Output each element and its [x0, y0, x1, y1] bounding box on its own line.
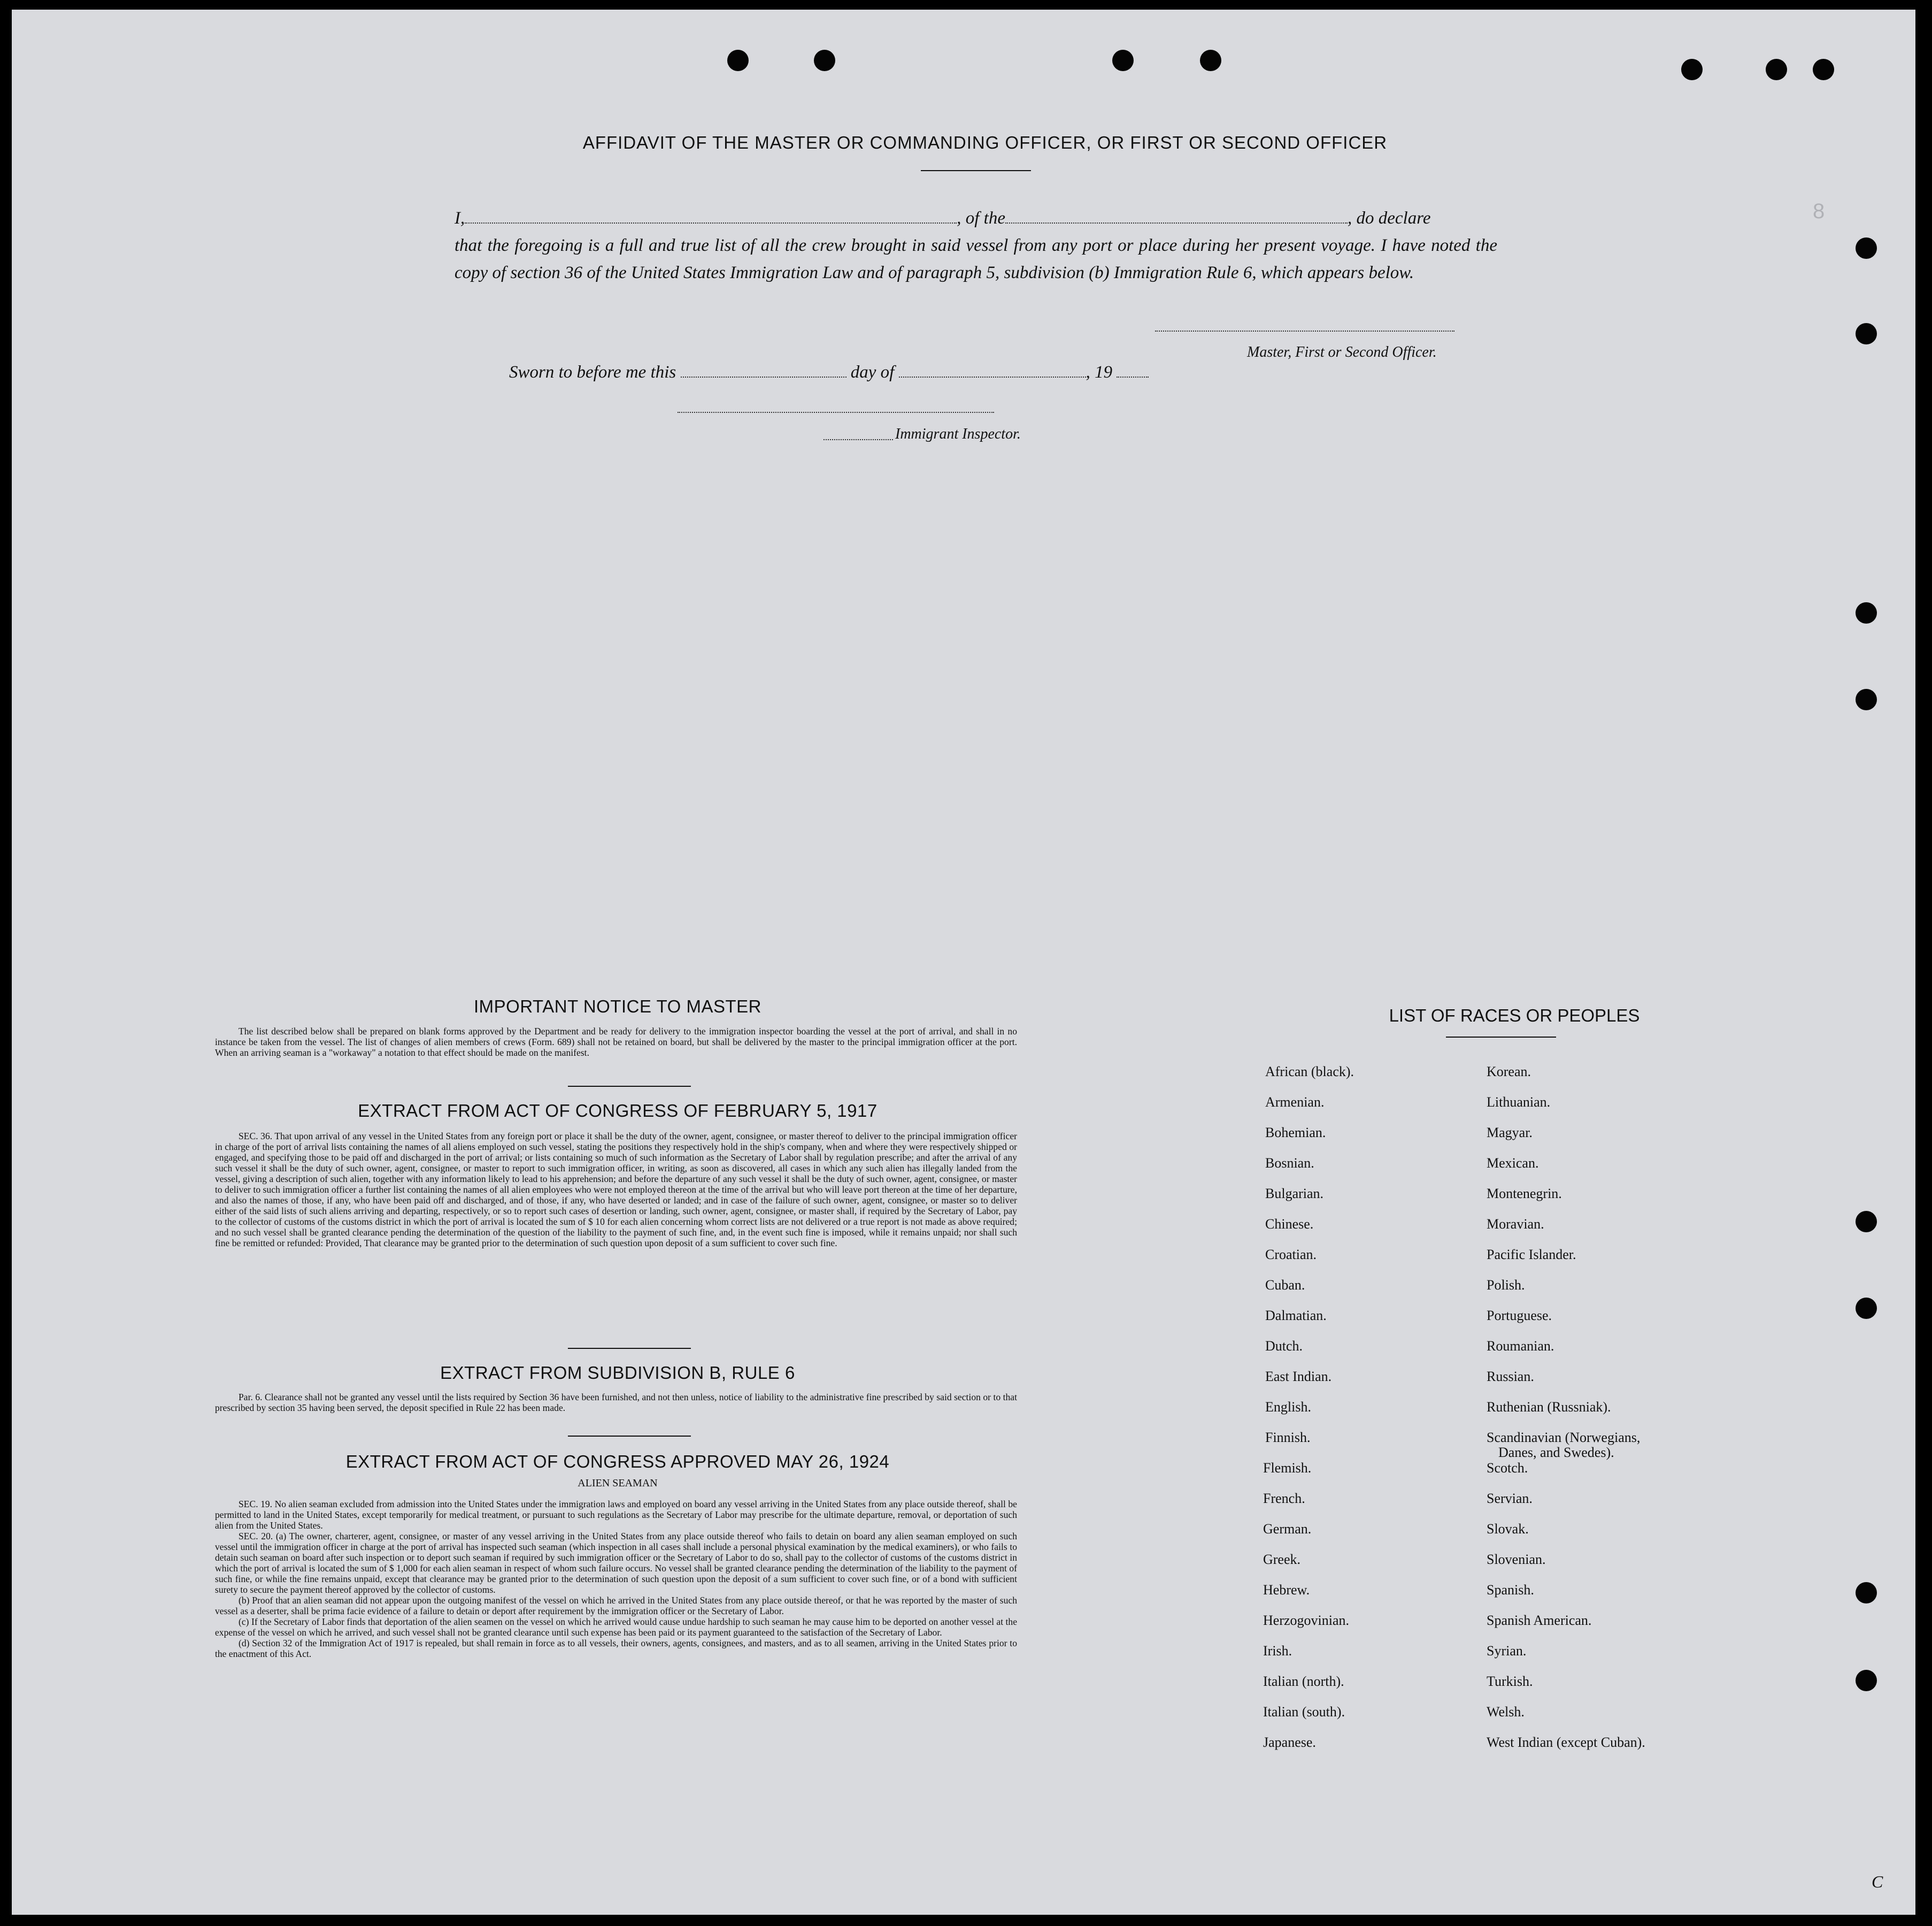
title-rule [921, 170, 1031, 171]
race-item: Bulgarian. [1265, 1186, 1324, 1201]
extract-rule6-paragraph: Par. 6. Clearance shall not be granted any vessel until the lists required by Section 36 have been furnished, and not then unless, notice of liability to the administrative fine prescribed by said section or to that prescribed by section 35 having been served, the deposit specified in Rule 22 has been made. [215, 1392, 1017, 1413]
race-item: Montenegrin. [1487, 1186, 1562, 1201]
affidavit-title: AFFIDAVIT OF THE MASTER OR COMMANDING OFFICER, OR FIRST OR SECOND OFFICER [582, 133, 1388, 152]
races-title-rule [1446, 1037, 1556, 1038]
race-item: Bosnian. [1265, 1155, 1314, 1171]
punch-hole [1200, 50, 1221, 71]
race-item: East Indian. [1265, 1369, 1332, 1384]
extract-1917-title: EXTRACT FROM ACT OF CONGRESS OF FEBRUARY 5, 1917 [358, 1101, 878, 1121]
race-item: Moravian. [1487, 1216, 1544, 1232]
punch-hole [1856, 602, 1877, 624]
extract-1924-paragraph: SEC. 20. (a) The owner, charterer, agent, consignee, or master of any vessel arriving in the United States from any place outside thereof who fails to detain on board any alien seaman employed on such vessel until the immigration officer in charge at the port of arrival has inspected such seaman (which inspection in all cases shall include a personal physical examination by the medical examiners), or who fails to detain such seaman on board after such inspection or to deport such seaman if required by such immigration officer or the Secretary of Labor to do so, shall pay to the collector of customs of the customs district in which the port of arrival is located the sum of $ 1,000 for each alien seaman in respect of whom such failure occurs. No vessel shall be granted clearance pending the determination of the liability to the payment of such fine, or while the fine remains unpaid, except that clearance may be granted prior to the determination of such question upon the deposit of a sum sufficient to cover such fine, or of a bond with sufficient surety to secure the payment thereof approved by the collector of customs. [215, 1531, 1017, 1595]
punch-hole [1856, 689, 1877, 710]
day-blank [681, 364, 846, 378]
race-item: Turkish. [1487, 1674, 1533, 1689]
race-item: Spanish American. [1487, 1613, 1592, 1628]
race-item: English. [1265, 1399, 1311, 1415]
race-item: Croatian. [1265, 1247, 1317, 1262]
race-item: Slovak. [1487, 1521, 1529, 1537]
race-item: Polish. [1487, 1277, 1525, 1293]
punch-hole [1766, 59, 1787, 80]
race-item: Flemish. [1263, 1460, 1312, 1476]
race-item: Welsh. [1487, 1704, 1525, 1720]
punch-hole [1856, 1298, 1877, 1319]
master-label: Master, First or Second Officer. [1247, 344, 1437, 360]
extract-1924-paragraph: (d) Section 32 of the Immigration Act of 1917 is repealed, but shall remain in force as to all vessels, their owners, agents, consignees, and masters, and as to all seamen, arriving in the United States prior to the enactment of this Act. [215, 1638, 1017, 1659]
inspector-signature-line [678, 412, 994, 413]
race-item: German. [1263, 1521, 1312, 1537]
extract-rule6-text [215, 1392, 1017, 1413]
race-item: Armenian. [1265, 1094, 1325, 1110]
race-item: Slovenian. [1487, 1552, 1546, 1567]
notice-text [215, 1026, 1017, 1058]
master-signature-line [1155, 331, 1454, 332]
inspector-label: Immigrant Inspector. [895, 426, 1021, 442]
sworn-text: Sworn to before me this [509, 363, 676, 382]
race-item: Scandinavian (Norwegians, [1487, 1430, 1641, 1445]
race-item: Cuban. [1265, 1277, 1305, 1293]
race-item: Chinese. [1265, 1216, 1314, 1232]
affidavit-do-declare: , do declare [1347, 209, 1431, 228]
race-item: Herzogovinian. [1263, 1613, 1350, 1628]
race-item: Italian (north). [1263, 1674, 1344, 1689]
race-item: Magyar. [1487, 1125, 1533, 1140]
document-page [12, 10, 1915, 1915]
race-item: Finnish. [1265, 1430, 1311, 1445]
extract-1924-paragraph: (b) Proof that an alien seaman did not appear upon the outgoing manifest of the vessel on which he arrived in the United States from any place outside thereof, or that he was reported by the master of such vessel as a deserter, shall be prima facie evidence of a failure to detain or deport after requirement by the immigration officer or the Secretary of Labor. [215, 1595, 1017, 1616]
corner-page-number: 8 [1813, 199, 1825, 223]
year-blank [1117, 364, 1149, 378]
punch-hole [814, 50, 835, 71]
bottom-corner-mark: C [1872, 1872, 1883, 1891]
race-item: African (black). [1265, 1064, 1354, 1079]
race-item: Danes, and Swedes). [1498, 1445, 1614, 1460]
race-item: Irish. [1263, 1643, 1292, 1659]
race-item: Korean. [1487, 1064, 1531, 1079]
race-item: Ruthenian (Russniak). [1487, 1399, 1611, 1415]
sworn-line [509, 363, 1149, 382]
extract-1924-paragraph: SEC. 19. No alien seaman excluded from admission into the United States under the immigration laws and employed on board any vessel arriving in the United States from any place outside thereof, shall be permitted to land in the United States, except temporarily for medical treatment, or pursuant to such regulations as the Secretary of Labor may prescribe for the ultimate departure, removal, or deportation of such alien from the United States. [215, 1499, 1017, 1531]
race-item: Pacific Islander. [1487, 1247, 1576, 1262]
race-item: Lithuanian. [1487, 1094, 1551, 1110]
race-item: Dutch. [1265, 1338, 1303, 1354]
race-item: Bohemian. [1265, 1125, 1326, 1140]
day-of-text: day of [850, 363, 895, 382]
divider-rule [568, 1348, 691, 1349]
punch-hole [1856, 1211, 1877, 1232]
races-title: LIST OF RACES OR PEOPLES [1389, 1006, 1640, 1025]
race-item: Mexican. [1487, 1155, 1539, 1171]
race-item: Russian. [1487, 1369, 1534, 1384]
name-blank [465, 210, 957, 224]
month-blank [899, 364, 1086, 378]
vessel-blank [1005, 210, 1348, 224]
race-item: Syrian. [1487, 1643, 1527, 1659]
affidavit-of-the: , of the [957, 209, 1005, 228]
extract-1924-text [215, 1499, 1017, 1659]
punch-hole [1813, 59, 1834, 80]
extract-1917-text [215, 1131, 1017, 1248]
punch-hole [1856, 323, 1877, 344]
race-item: Japanese. [1263, 1735, 1316, 1750]
race-item: Spanish. [1487, 1582, 1534, 1598]
extract-1924-subtitle: ALIEN SEAMAN [578, 1477, 658, 1489]
extract-1924-title: EXTRACT FROM ACT OF CONGRESS APPROVED MAY 26, 1924 [345, 1452, 890, 1471]
punch-hole [1856, 1582, 1877, 1603]
race-item: French. [1263, 1491, 1305, 1506]
inspector-short-line [823, 439, 893, 440]
race-item: Scotch. [1487, 1460, 1528, 1476]
extract-1917-paragraph: SEC. 36. That upon arrival of any vessel in the United States from any foreign port or place it shall be the duty of the owner, agent, consignee, or master thereof to deliver to the principal immigration officer in charge of the port of arrival lists containing the names of all aliens employed on such vessel, stating the positions they respectively hold in the ship's company, when and where they were respectively shipped or engaged, and specifying those to be paid off and discharged in the port of arrival; or lists containing so much of such information as the Secretary of Labor shall by regulation prescribe; and after the arrival of any such vessel it shall be the duty of such owner, agent, consignee, or master to report to such immigration officer, in writing, as soon as discovered, all cases in which any such alien has illegally landed from the vessel, giving a description of such alien, together with any information likely to lead to his apprehension; and before the departure of any such vessel it shall be the duty of such owner, agent, consignee, or master to deliver to such immigration officer a further list containing the names of all alien employees who were not employed thereon at the time of the arrival but who will leave port thereon at the time of her departure, and also the names of those, if any, who have been paid off and discharged, and of those, if any, who have deserted or landed; and in case of the failure of such owner, agent, consignee, or master so to deliver either of the said lists of such aliens arriving and departing, respectively, or so to report such cases of desertion or landing, such owner, agent, consignee, or master shall, if required by the Secretary of Labor, pay to the collector of customs of the customs district in which the port of arrival is located the sum of $ 10 for each alien concerning whom correct lists are not delivered or a true report is not made as above required; and no such vessel shall be granted clearance pending the determination of the question of the liability to the payment of such fine, and, in the event such fine is imposed, while it remains unpaid; nor shall such fine be remitted or refunded: Provided, That clearance may be granted prior to the determination of such question upon deposit of a sum sufficient to cover such fine. [215, 1131, 1017, 1248]
punch-hole [1856, 237, 1877, 259]
race-item: Italian (south). [1263, 1704, 1345, 1720]
extract-1924-paragraph: (c) If the Secretary of Labor finds that deportation of the alien seamen on the vessel on which he arrived would cause undue hardship to such seaman he may cause him to be deported on another vessel at the expense of the vessel on which he arrived, and such vessel shall not be granted clearance until such expense has been paid or its payment guaranteed to the satisfaction of the Secretary of Labor. [215, 1616, 1017, 1638]
year-text: , 19 [1086, 363, 1113, 382]
race-item: West Indian (except Cuban). [1487, 1735, 1645, 1750]
declaration-first-line [455, 205, 1497, 232]
affidavit-body [455, 205, 1497, 287]
punch-hole [1856, 1670, 1877, 1691]
punch-hole [1681, 59, 1703, 80]
race-item: Hebrew. [1263, 1582, 1310, 1598]
race-item: Roumanian. [1487, 1338, 1554, 1354]
notice-title: IMPORTANT NOTICE TO MASTER [473, 996, 761, 1016]
notice-paragraph: The list described below shall be prepared on blank forms approved by the Department and be ready for delivery to the immigration inspector boarding the vessel at the port of arrival, and shall in no instance be taken from the vessel. The list of changes of alien members of crews (Form. 689) shall not be retained on board, but shall be delivered by the master to the principal immigration officer at the port. When an arriving seaman is a "workaway" a notation to that effect should be made on the manifest. [215, 1026, 1017, 1058]
race-item: Greek. [1263, 1552, 1301, 1567]
affidavit-i: I, [455, 209, 465, 228]
extract-rule6-title: EXTRACT FROM SUBDIVISION B, RULE 6 [440, 1363, 795, 1383]
race-item: Portuguese. [1487, 1308, 1552, 1323]
race-item: Servian. [1487, 1491, 1533, 1506]
affidavit-declaration: that the foregoing is a full and true list of all the crew brought in said vessel from any port or place during her present voyage. I have noted the copy of section 36 of the United States Immigration Law and of paragraph 5, subdivision (b) Immigration Rule 6, which appears below. [455, 236, 1497, 282]
punch-hole [727, 50, 749, 71]
divider-rule [568, 1436, 691, 1437]
divider-rule [568, 1086, 691, 1087]
race-item: Dalmatian. [1265, 1308, 1327, 1323]
punch-hole [1112, 50, 1134, 71]
